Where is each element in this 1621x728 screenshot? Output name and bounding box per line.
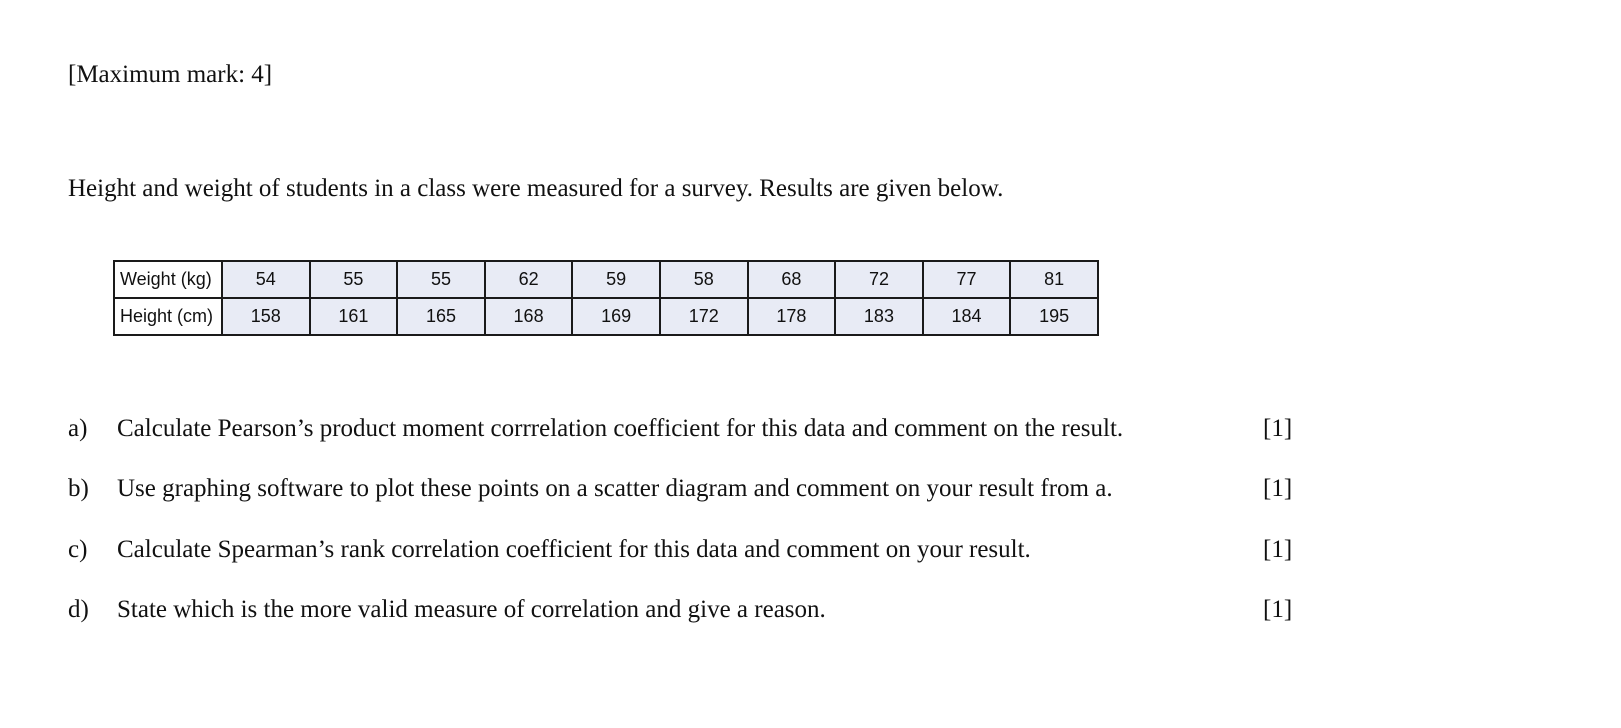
question-mark: [1] [1263,415,1293,442]
height-cell: 195 [1010,298,1098,335]
weight-cell: 55 [310,261,398,298]
question-text: Calculate Spearman’s rank correlation coefficient for this data and comment on your result. [117,536,1031,563]
question-text: Calculate Pearson’s product moment corrrelation coefficient for this data and comment on the result. [117,415,1124,442]
question-letter: b) [68,475,89,502]
weight-cell: 68 [748,261,836,298]
weight-cell: 62 [485,261,573,298]
height-cell: 169 [572,298,660,335]
question-letter: c) [68,536,88,563]
height-cell: 178 [748,298,836,335]
question-c [68,533,1308,567]
weight-cell: 58 [660,261,748,298]
weight-cell: 77 [923,261,1011,298]
weight-row-label: Weight (kg) [114,261,222,298]
question-letter: a) [68,415,88,442]
weight-cell: 59 [572,261,660,298]
height-row-label: Height (cm) [114,298,222,335]
height-cell: 168 [485,298,573,335]
question-b [68,472,1308,506]
intro-text: Height and weight of students in a class were measured for a survey. Results are given below. [68,175,1004,202]
height-cell: 184 [923,298,1011,335]
maximum-mark: [Maximum mark: 4] [68,61,273,88]
weight-cell: 81 [1010,261,1098,298]
question-d [68,593,1308,627]
height-cell: 161 [310,298,398,335]
question-letter: d) [68,596,89,623]
question-text: State which is the more valid measure of correlation and give a reason. [117,596,826,623]
weight-cell: 72 [835,261,923,298]
question-mark: [1] [1263,596,1293,623]
question-mark: [1] [1263,536,1293,563]
weight-row [114,261,1098,298]
question-mark: [1] [1263,475,1293,502]
height-row [114,298,1098,335]
height-cell: 158 [222,298,310,335]
question-a [68,412,1308,446]
weight-cell: 55 [397,261,485,298]
data-table [113,260,1099,336]
height-cell: 172 [660,298,748,335]
height-cell: 165 [397,298,485,335]
height-cell: 183 [835,298,923,335]
question-text: Use graphing software to plot these points on a scatter diagram and comment on your result from a. [117,475,1113,502]
weight-cell: 54 [222,261,310,298]
